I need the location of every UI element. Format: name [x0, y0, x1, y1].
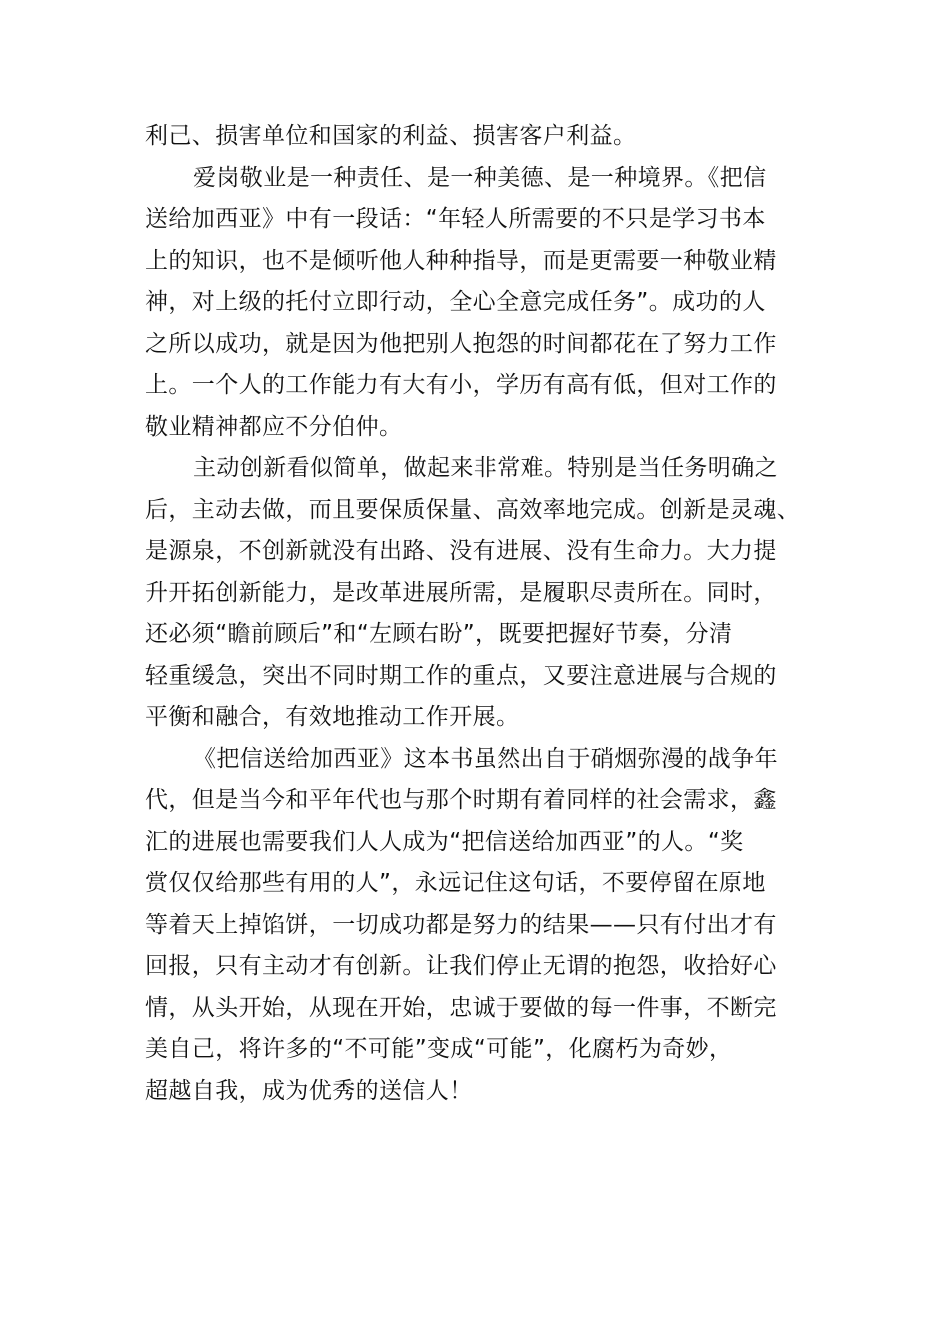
text-line: 代，但是当今和平年代也与那个时期有着同样的社会需求，鑫 [145, 787, 777, 813]
text-line: 还必须“瞻前顾后”和“左顾右盼”，既要把握好节奏，分清 [145, 621, 733, 647]
text-line: 汇的进展也需要我们人人成为“把信送给加西亚”的人。“奖 [145, 828, 744, 855]
paragraph-first-line: 《把信送给加西亚》这本书虽然出自于硝烟弥漫的战争年 [193, 745, 778, 772]
text-line: 平衡和融合，有效地推动工作开展。 [145, 704, 520, 730]
paragraph-first-line: 主动创新看似简单，做起来非常难。特别是当任务明确之 [193, 455, 778, 481]
text-line: 美自己，将许多的“不可能”变成“可能”，化腐朽为奇妙， [145, 1036, 733, 1062]
paragraph-first-line: 爱岗敬业是一种责任、是一种美德、是一种境界。《把信 [193, 164, 767, 191]
text-line: 赏仅仅给那些有用的人”，永远记住这句话，不要停留在原地 [145, 870, 766, 896]
text-line: 超越自我，成为优秀的送信人！ [145, 1077, 473, 1104]
text-line: 情，从头开始，从现在开始，忠诚于要做的每一件事，不断完 [145, 994, 777, 1021]
text-line: 等着天上掉馅饼，一切成功都是努力的结果——只有付出才有 [145, 911, 777, 938]
text-line: 利己、损害单位和国家的利益、损害客户利益。 [145, 123, 637, 149]
text-line: 送给加西亚》中有一段话：“年轻人所需要的不只是学习书本 [145, 206, 766, 232]
text-line: 上的知识，也不是倾听他人种种指导，而是更需要一种敬业精 [145, 247, 777, 274]
text-line: 敬业精神都应不分伯仲。 [145, 413, 403, 440]
text-line: 之所以成功，就是因为他把别人抱怨的时间都花在了努力工作 [145, 330, 777, 357]
text-line: 神，对上级的托付立即行动，全心全意完成任务”。成功的人 [145, 289, 766, 315]
text-line: 回报，只有主动才有创新。让我们停止无谓的抱怨，收拾好心 [145, 953, 777, 979]
text-line: 上。一个人的工作能力有大有小，学历有高有低，但对工作的 [145, 372, 777, 398]
text-line: 轻重缓急，突出不同时期工作的重点，又要注意进展与合规的 [145, 662, 777, 689]
text-line: 是源泉，不创新就没有出路、没有进展、没有生命力。大力提 [145, 538, 777, 564]
text-line: 后，主动去做，而且要保质保量、高效率地完成。创新是灵魂、 [145, 496, 801, 523]
body-text [145, 116, 810, 1112]
text-line: 升开拓创新能力，是改革进展所需，是履职尽责所在。同时， [145, 579, 777, 606]
